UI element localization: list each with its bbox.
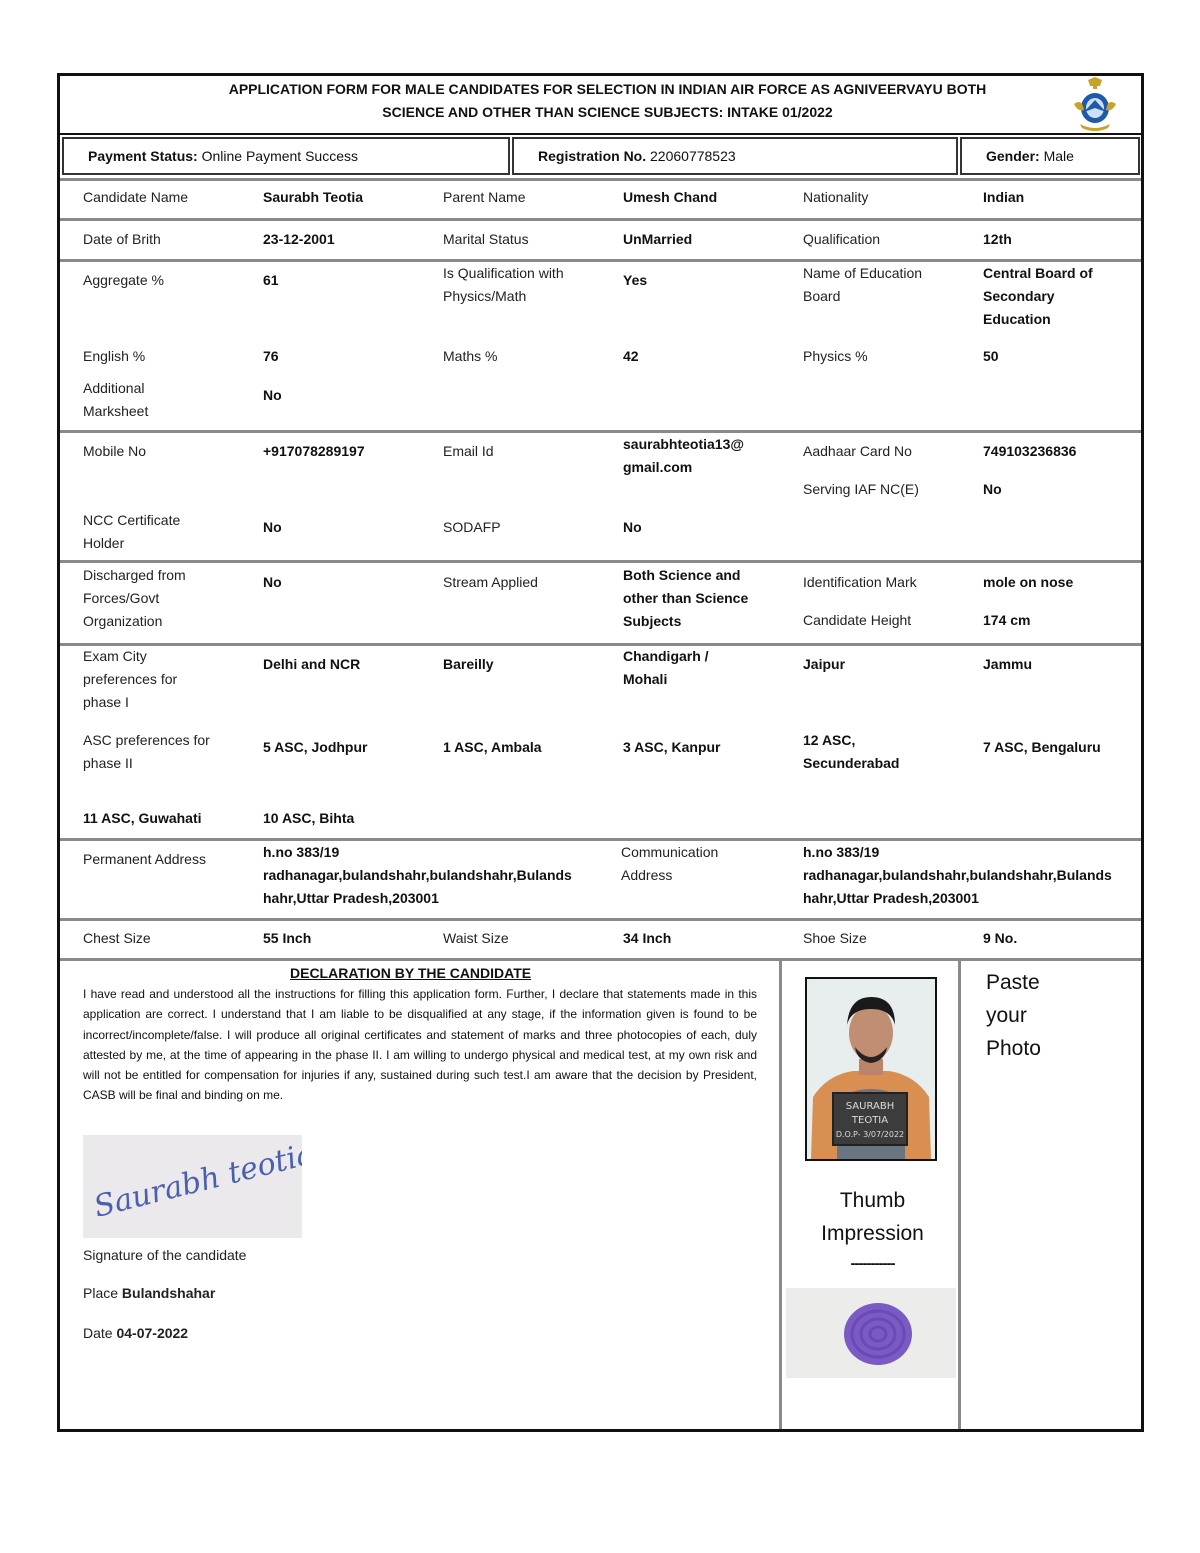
asc-pref-7: 10 ASC, Bihta [263,810,355,826]
title-line-2: SCIENCE AND OTHER THAN SCIENCE SUBJECTS: INTAKE 01/2022 [382,104,833,120]
communication-address-value [803,841,1112,910]
gender-value: Male [1043,148,1074,164]
identification-label: Identification Mark [803,574,917,590]
board-label-line-2: Board [803,288,841,304]
exam-city-2: Bareilly [443,656,494,672]
stream-value-line-3: Subjects [623,613,682,629]
title-line-1: APPLICATION FORM FOR MALE CANDIDATES FOR SELECTION IN INDIAN AIR FORCE AS AGNIVEERVAYU BOTH [228,81,987,97]
asc-label [83,729,210,775]
serving-label: Serving IAF NC(E) [803,481,919,497]
exam-city-label [83,645,177,714]
iaf-emblem-icon [1070,76,1120,132]
exam-city-5: Jammu [983,656,1033,672]
mobile-value: +917078289197 [263,443,365,459]
serving-value: No [983,481,1002,497]
email-value-line-2: gmail.com [623,459,693,475]
board-label-line-1: Name of Education [803,265,923,281]
asc-label-line-2: phase II [83,755,133,771]
marital-label: Marital Status [443,231,529,247]
slate-line-2: TEOTIA [851,1115,889,1126]
communication-address-label-line-2: Address [621,867,673,883]
asc-pref-4 [803,729,899,775]
thumb-impression-image [786,1288,956,1378]
board-value [983,262,1093,331]
payment-status-box [62,137,510,175]
qualification-label: Qualification [803,231,881,247]
date-value: 04-07-2022 [116,1325,189,1341]
communication-address-line-1: h.no 383/19 [803,844,880,860]
thumbprint-icon [786,1288,956,1378]
nationality-label: Nationality [803,189,869,205]
candidate-name-label: Candidate Name [83,189,189,205]
paste-line-1: Paste [986,971,1040,994]
date-line [83,1322,188,1345]
permanent-address-line-2: radhanagar,bulandshahr,bulandshahr,Bulands [263,867,572,883]
declaration-text: I have read and understood all the instructions for filling this application form. Further, I declare that statements made in this application are correct. I understand that I am liable to be disqualified at any stage, if the information given is found to be incorrect/incomplete/false. I will produce all original certificates and statement of marks and three photocopies of each, duly attested by me, at the time of appearing in the phase II. I am willing to undergo physical and medical test, at my own risk and will not be entitled for compensation for injuries if any, sustained during such test.I am aware that the decision by President, CASB will be final and binding on me. [83,987,757,1103]
asc-pref-4-line-2: Secunderabad [803,755,900,771]
thumb-impression-text [795,1184,950,1278]
signature-caption: Signature of the candidate [83,1247,247,1263]
permanent-address-line-3: hahr,Uttar Pradesh,203001 [263,890,439,906]
sodafp-value: No [623,519,642,535]
place-line [83,1282,215,1305]
dob-label: Date of Brith [83,231,161,247]
asc-pref-1: 5 ASC, Jodhpur [263,739,368,755]
email-value-line-1: saurabhteotia13@ [623,436,745,452]
slate-line-1: SAURABH [845,1101,895,1112]
exam-city-3 [623,645,709,691]
signature-drawing [83,1135,302,1238]
height-value: 174 cm [983,612,1031,628]
asc-pref-2: 1 ASC, Ambala [443,739,542,755]
signature-image [83,1135,302,1238]
communication-address-line-3: hahr,Uttar Pradesh,203001 [803,890,979,906]
slate-line-3: D.O.P- 3/07/2022 [835,1130,905,1139]
form-title [140,78,1075,124]
nationality-value: Indian [983,189,1025,205]
shoe-label: Shoe Size [803,930,867,946]
email-value [623,433,744,479]
marital-value: UnMarried [623,231,693,247]
discharged-label-line-2: Forces/Govt [83,590,160,606]
dob-value: 23-12-2001 [263,231,335,247]
board-value-line-1: Central Board of [983,265,1093,281]
registration-label: Registration No. [538,148,647,164]
additional-marksheet-value: No [263,387,282,403]
identification-value: mole on nose [983,574,1074,590]
waist-label: Waist Size [443,930,509,946]
stream-value [623,564,748,633]
paste-line-3: Photo [986,1037,1041,1060]
thumb-line-1: Thumb [839,1189,906,1212]
board-value-line-3: Education [983,311,1051,327]
paste-photo-text [986,966,1041,1065]
maths-label: Maths % [443,348,498,364]
gender-box [960,137,1140,175]
discharged-label-line-1: Discharged from [83,567,186,583]
paste-line-2: your [986,1004,1027,1027]
payment-status-value: Online Payment Success [201,148,358,164]
communication-address-label [621,841,718,887]
board-value-line-2: Secondary [983,288,1055,304]
discharged-value: No [263,574,282,590]
shoe-value: 9 No. [983,930,1018,946]
maths-value: 42 [623,348,639,364]
candidate-photo [805,977,937,1161]
qual-physics-label-line-2: Physics/Math [443,288,527,304]
additional-marksheet-label-line-2: Marksheet [83,403,149,419]
asc-pref-5: 7 ASC, Bengaluru [983,739,1101,755]
gender-label: Gender: [986,148,1040,164]
aggregate-label: Aggregate % [83,272,164,288]
exam-city-4: Jaipur [803,656,846,672]
exam-city-3-line-1: Chandigarh / [623,648,709,664]
permanent-address-line-1: h.no 383/19 [263,844,340,860]
physics-label: Physics % [803,348,868,364]
discharged-label [83,564,186,633]
stream-value-line-1: Both Science and [623,567,741,583]
waist-value: 34 Inch [623,930,672,946]
exam-city-label-line-1: Exam City [83,648,147,664]
email-label: Email Id [443,443,494,459]
chest-label: Chest Size [83,930,151,946]
ncc-value: No [263,519,282,535]
english-label: English % [83,348,146,364]
place-value: Bulandshahar [121,1285,216,1301]
parent-name-value: Umesh Chand [623,189,718,205]
mobile-label: Mobile No [83,443,147,459]
qual-physics-value: Yes [623,272,648,288]
asc-pref-4-line-1: 12 ASC, [803,732,856,748]
qual-physics-label-line-1: Is Qualification with [443,265,564,281]
board-label [803,262,922,308]
qual-physics-label [443,262,564,308]
chest-value: 55 Inch [263,930,312,946]
thumb-line-3: ----------- [850,1255,895,1272]
ncc-label [83,509,180,555]
permanent-address-label: Permanent Address [83,851,206,867]
english-value: 76 [263,348,279,364]
candidate-photo-drawing [807,979,935,1159]
qualification-value: 12th [983,231,1012,247]
registration-box [512,137,958,175]
exam-city-label-line-2: preferences for [83,671,178,687]
stream-label: Stream Applied [443,574,538,590]
place-label: Place [83,1285,119,1301]
exam-city-label-line-3: phase I [83,694,129,710]
aadhaar-label: Aadhaar Card No [803,443,912,459]
date-label: Date [83,1325,113,1341]
candidate-name-value: Saurabh Teotia [263,189,364,205]
aadhaar-value: 749103236836 [983,443,1077,459]
declaration-title: DECLARATION BY THE CANDIDATE [290,965,532,981]
additional-marksheet-label-line-1: Additional [83,380,145,396]
payment-status-label: Payment Status: [88,148,198,164]
parent-name-label: Parent Name [443,189,526,205]
physics-value: 50 [983,348,999,364]
signature-scribble: Saurabh teotia [90,1136,302,1225]
exam-city-3-line-2: Mohali [623,671,668,687]
communication-address-label-line-1: Communication [621,844,719,860]
asc-pref-6: 11 ASC, Guwahati [83,810,202,826]
discharged-label-line-3: Organization [83,613,163,629]
height-label: Candidate Height [803,612,912,628]
thumb-line-2: Impression [821,1222,924,1245]
exam-city-1: Delhi and NCR [263,656,361,672]
ncc-label-line-1: NCC Certificate [83,512,181,528]
permanent-address-value [263,841,572,910]
sodafp-label: SODAFP [443,519,501,535]
asc-label-line-1: ASC preferences for [83,732,210,748]
communication-address-line-2: radhanagar,bulandshahr,bulandshahr,Bulands [803,867,1112,883]
registration-value: 22060778523 [650,148,736,164]
aggregate-value: 61 [263,272,279,288]
additional-marksheet-label [83,377,148,423]
stream-value-line-2: other than Science [623,590,749,606]
asc-pref-3: 3 ASC, Kanpur [623,739,721,755]
ncc-label-line-2: Holder [83,535,125,551]
